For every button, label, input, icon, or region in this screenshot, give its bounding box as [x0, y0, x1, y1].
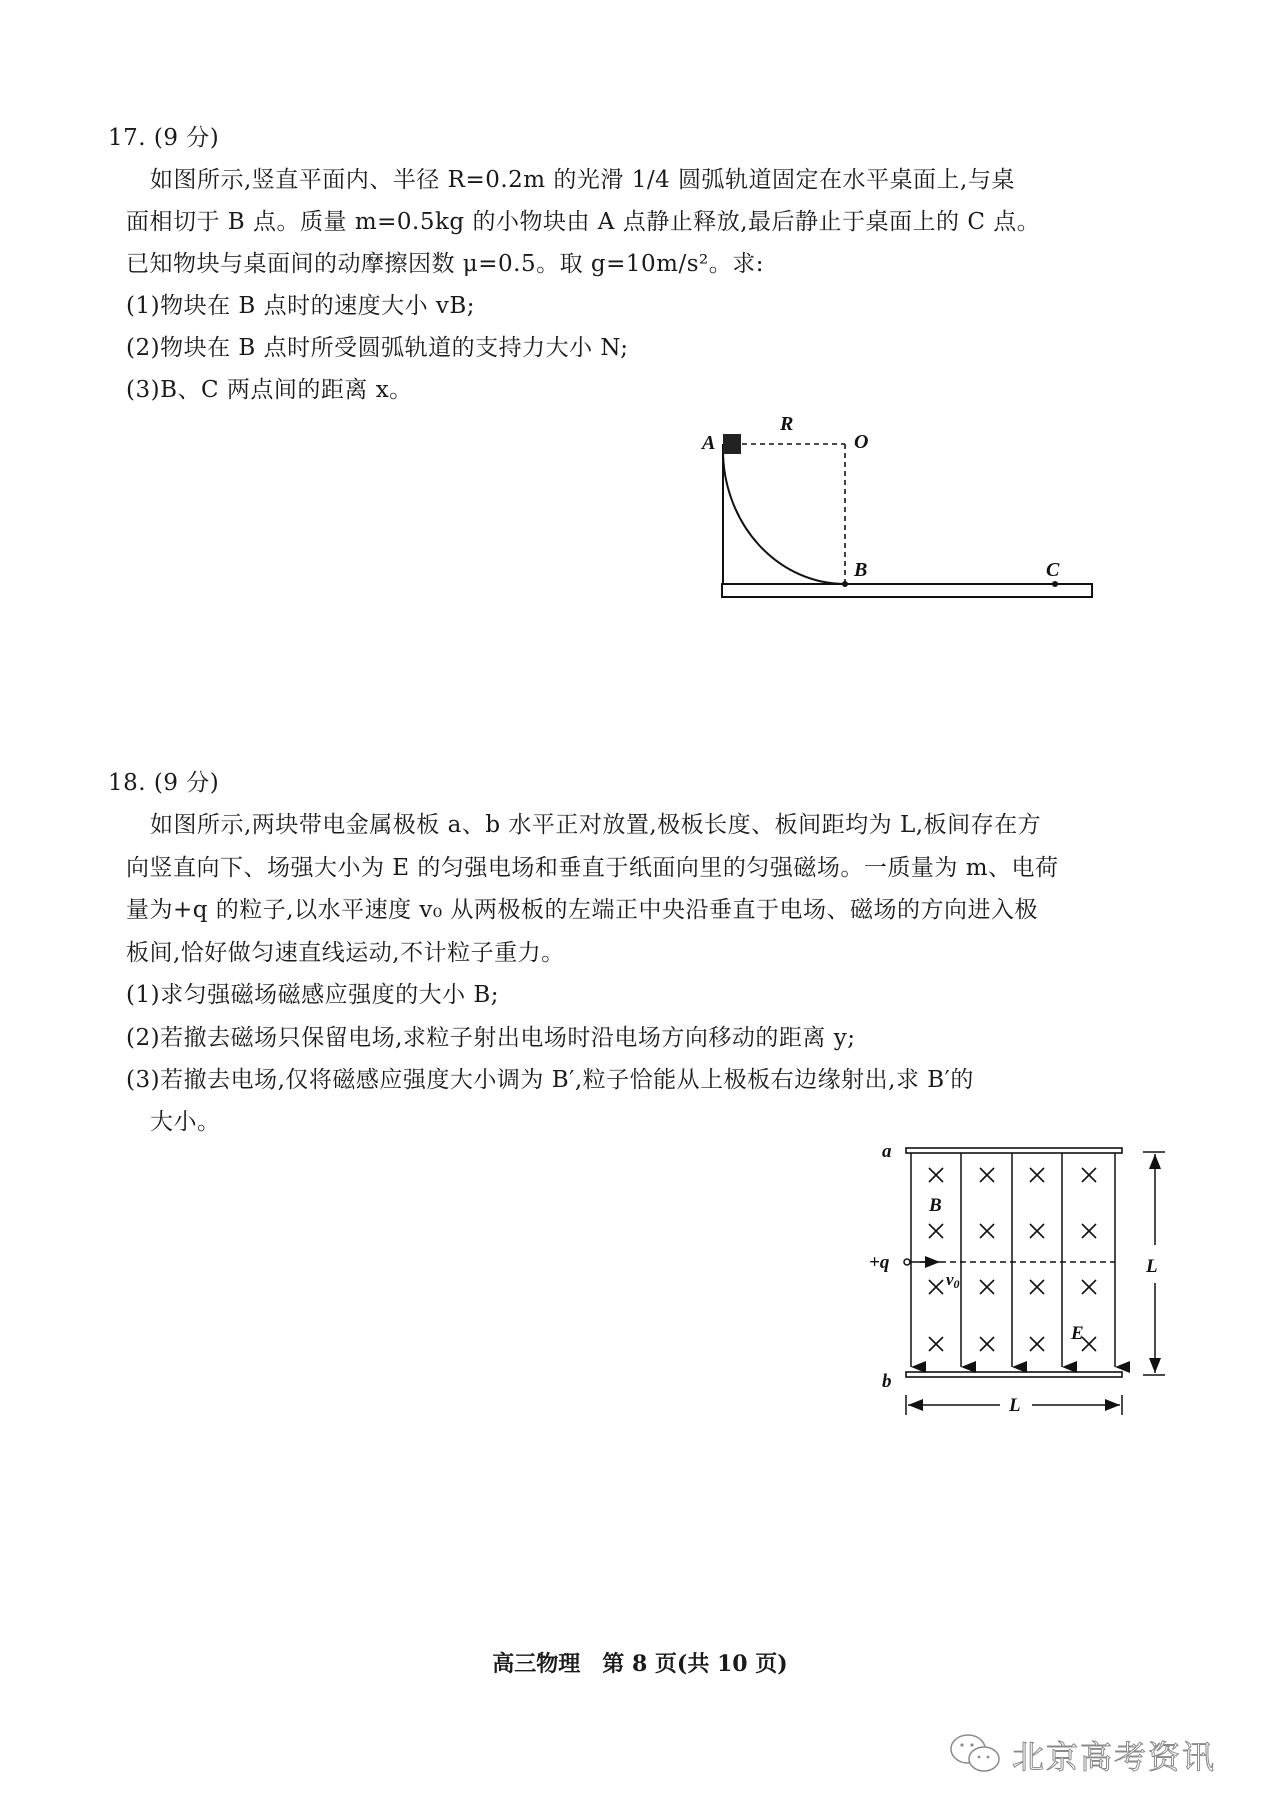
q18-text-line: 如图所示,两块带电金属极板 a、b 水平正对放置,极板长度、板间距均为 L,板间存在方: [150, 812, 1042, 838]
point-C: [1052, 581, 1058, 587]
q17-subquestion-3: (3)B、C 两点间的距离 x。: [126, 377, 413, 403]
cross-mark: [929, 1337, 943, 1351]
particle: [904, 1259, 910, 1265]
quarter-arc-track: [723, 450, 845, 584]
block-A: [723, 434, 741, 454]
watermark-text: 北京高考资讯: [1012, 1738, 1217, 1776]
q17-subquestion-2: (2)物块在 B 点时所受圆弧轨道的支持力大小 N;: [126, 335, 629, 361]
label-B-field: B: [929, 1195, 942, 1216]
label-b: b: [882, 1371, 892, 1392]
q17-subquestion-1: (1)物块在 B 点时的速度大小 vB;: [126, 293, 476, 319]
q17-header: 17. (9 分): [108, 125, 220, 151]
cross-mark: [1030, 1280, 1044, 1294]
cross-mark: [980, 1168, 994, 1182]
cross-mark: [1082, 1168, 1096, 1182]
label-A: A: [702, 432, 716, 454]
table-surface: [722, 584, 1092, 597]
cross-mark: [1082, 1337, 1096, 1351]
q17-text-line: 已知物块与桌面间的动摩擦因数 μ=0.5。取 g=10m/s²。求:: [126, 251, 765, 277]
point-B: [842, 581, 848, 587]
q17-figure: [690, 400, 1110, 610]
cross-mark: [1030, 1224, 1044, 1238]
q18-subquestion-3-cont: 大小。: [150, 1109, 221, 1135]
q18-text-line: 量为+q 的粒子,以水平速度 v₀ 从两极板的左端正中央沿垂直于电场、磁场的方向进入极: [126, 897, 1038, 923]
label-a: a: [882, 1141, 892, 1162]
cross-mark: [1082, 1280, 1096, 1294]
label-L-vertical: L: [1146, 1256, 1158, 1277]
watermark: [948, 1732, 1216, 1778]
label-R: R: [780, 413, 794, 435]
q18-subquestion-1: (1)求匀强磁场磁感应强度的大小 B;: [126, 982, 500, 1008]
q18-subquestion-3: (3)若撤去电场,仅将磁感应强度大小调为 B′,粒子恰能从上极板右边缘射出,求 B′的: [126, 1067, 974, 1093]
label-O: O: [854, 431, 869, 453]
q17-text-line: 如图所示,竖直平面内、半径 R=0.2m 的光滑 1/4 圆弧轨道固定在水平桌面上,与桌: [150, 167, 1015, 193]
label-E-field: E: [1071, 1323, 1084, 1344]
cross-mark: [980, 1224, 994, 1238]
electric-field-lines: [911, 1153, 1115, 1367]
cross-mark: [980, 1337, 994, 1351]
wechat-icon: [948, 1733, 1004, 1777]
plate-a: [906, 1148, 1122, 1153]
cross-mark: [980, 1280, 994, 1294]
label-B: B: [854, 559, 868, 581]
cross-mark: [929, 1168, 943, 1182]
cross-mark: [1082, 1224, 1096, 1238]
q18-figure: [860, 1135, 1180, 1415]
q18-header: 18. (9 分): [108, 770, 220, 796]
q18-text-line: 板间,恰好做匀速直线运动,不计粒子重力。: [126, 940, 565, 966]
q17-text-line: 面相切于 B 点。质量 m=0.5kg 的小物块由 A 点静止释放,最后静止于桌面上的 C 点。: [126, 209, 1041, 235]
cross-mark: [1030, 1337, 1044, 1351]
q18-subquestion-2: (2)若撤去磁场只保留电场,求粒子射出电场时沿电场方向移动的距离 y;: [126, 1025, 856, 1051]
label-v0: v0: [946, 1270, 960, 1291]
cross-mark: [929, 1280, 943, 1294]
page-footer: 高三物理 第 8 页(共 10 页): [492, 1651, 788, 1677]
cross-mark: [1030, 1168, 1044, 1182]
q18-text-line: 向竖直向下、场强大小为 E 的匀强电场和垂直于纸面向里的匀强磁场。一质量为 m、电荷: [126, 855, 1059, 881]
label-L-horizontal: L: [1009, 1395, 1021, 1415]
plate-b: [906, 1372, 1122, 1377]
cross-mark: [929, 1224, 943, 1238]
label-C: C: [1046, 559, 1060, 581]
label-charge: +q: [869, 1252, 890, 1273]
